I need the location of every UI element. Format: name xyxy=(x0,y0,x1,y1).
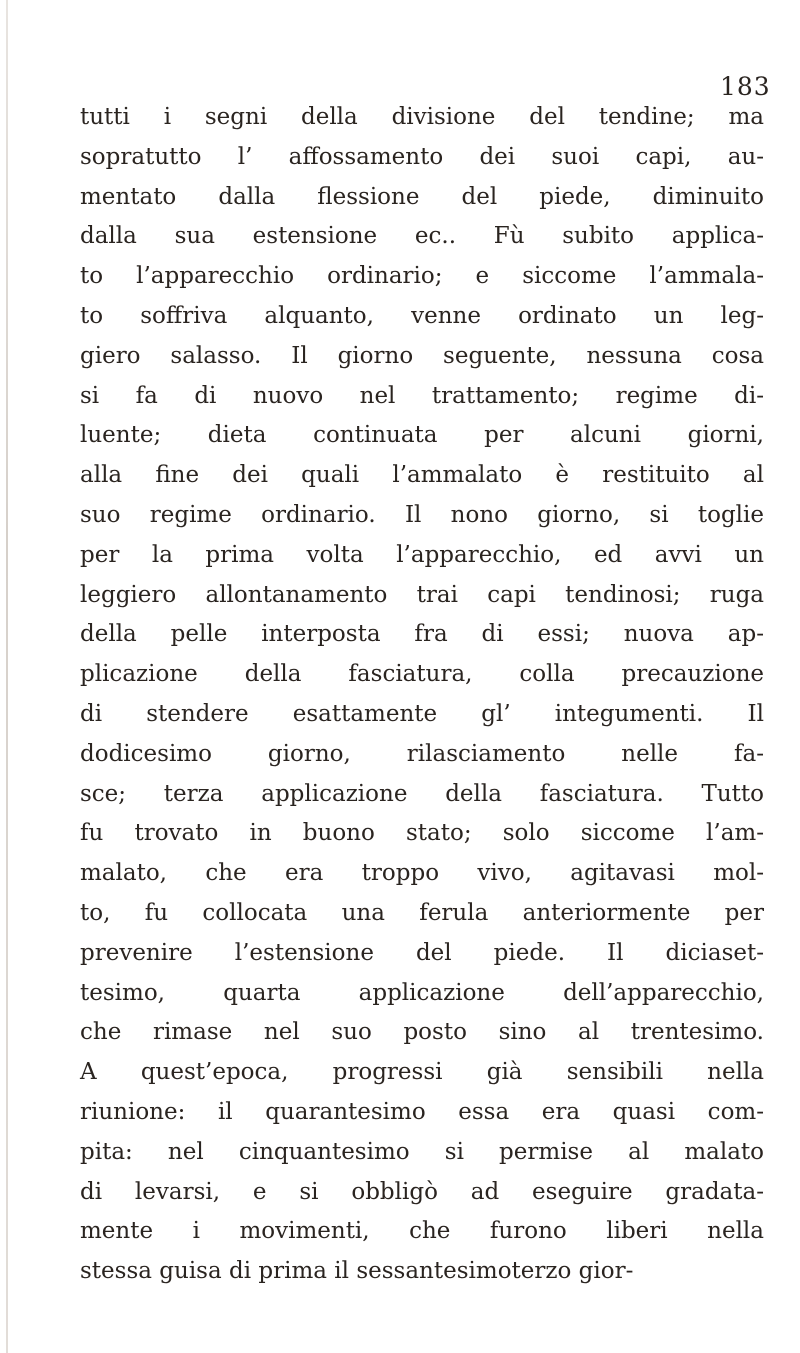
text-line: sce; terza applicazione della fasciatura. Tutto xyxy=(80,780,764,807)
text-line: mentato dalla flessione del piede, diminuito xyxy=(80,183,764,210)
text-line: di stendere esattamente gl’ integumenti. Il xyxy=(80,700,764,727)
text-line: fu trovato in buono stato; solo siccome l’am- xyxy=(80,820,764,847)
text-line: giero salasso. Il giorno seguente, nessuna cosa xyxy=(80,342,764,369)
page-left-edge xyxy=(6,0,8,1353)
text-line: dalla sua estensione ec.. Fù subito applica- xyxy=(80,223,764,250)
text-line: to soffriva alquanto, venne ordinato un leg- xyxy=(80,302,764,329)
text-line: suo regime ordinario. Il nono giorno, si toglie xyxy=(80,501,764,528)
text-line: to l’apparecchio ordinario; e siccome l’ammala- xyxy=(80,263,764,290)
text-line: to, fu collocata una ferula anteriormente per xyxy=(80,899,764,926)
body-text xyxy=(80,98,764,1292)
page-number: 183 xyxy=(720,72,771,101)
text-line: plicazione della fasciatura, colla precauzione xyxy=(80,661,764,688)
text-line: per la prima volta l’apparecchio, ed avvi un xyxy=(80,541,764,568)
text-line: stessa guisa di prima il sessantesimoterzo gior- xyxy=(80,1258,634,1285)
text-line: malato, che era troppo vivo, agitavasi mol- xyxy=(80,860,764,887)
text-line: sopratutto l’ affossamento dei suoi capi, au- xyxy=(80,143,764,170)
text-line: mente i movimenti, che furono liberi nella xyxy=(80,1218,764,1245)
text-line: riunione: il quarantesimo essa era quasi com- xyxy=(80,1098,764,1125)
text-line: pita: nel cinquantesimo si permise al malato xyxy=(80,1138,764,1165)
text-line: della pelle interposta fra di essi; nuova ap- xyxy=(80,621,764,648)
text-line: si fa di nuovo nel trattamento; regime di- xyxy=(80,382,764,409)
text-line: luente; dieta continuata per alcuni giorni, xyxy=(80,422,764,449)
text-line: tesimo, quarta applicazione dell’apparecchio, xyxy=(80,979,764,1006)
text-line: prevenire l’estensione del piede. Il diciaset- xyxy=(80,939,764,966)
text-line: A quest’epoca, progressi già sensibili nella xyxy=(80,1059,764,1086)
text-line: leggiero allontanamento trai capi tendinosi; ruga xyxy=(80,581,764,608)
text-line: alla fine dei quali l’ammalato è restituito al xyxy=(80,462,764,489)
text-line: dodicesimo giorno, rilasciamento nelle fa- xyxy=(80,740,764,767)
text-line: tutti i segni della divisione del tendine; ma xyxy=(80,104,764,130)
text-line: che rimase nel suo posto sino al trentesimo. xyxy=(80,1019,764,1046)
text-line: di levarsi, e si obbligò ad eseguire gradata- xyxy=(80,1178,764,1205)
